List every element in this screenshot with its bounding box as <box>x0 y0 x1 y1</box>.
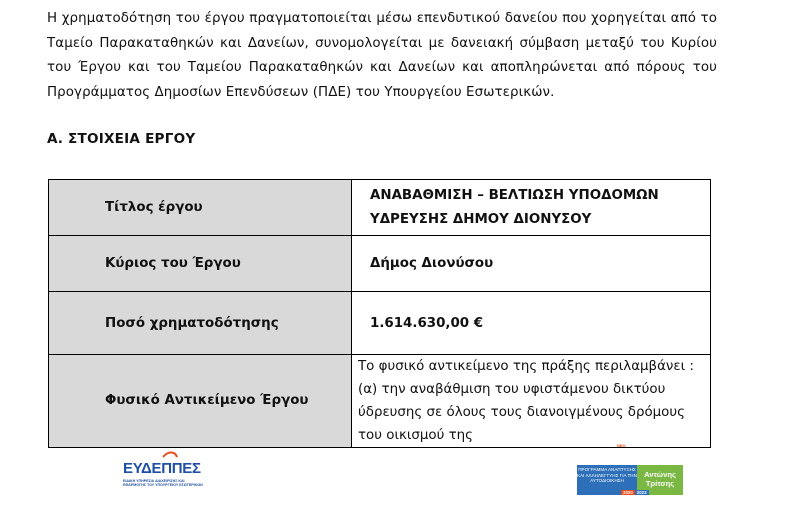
intro-paragraph: Η χρηματοδότηση του έργου πραγματοποιείται μέσω επενδυτικού δανείου που χορηγείται από το Ταμείο Παρακαταθηκών και Δανείων, συνομολογείται με δανειακή σύμβαση μεταξύ του Κυρίου του Έργου και του Ταμείου Παρακαταθηκών και Δανείων και αποπληρώνεται από πόρους του Προγράμματος Δημοσίων Επενδύσεων (ΠΔΕ) του Υπουργείου Εσωτερικών. <box>47 11 717 100</box>
logo-program-text: ΠΡΟΓΡΑΜΜΑ ΑΝΑΠΤΥΞΗΣ ΚΑΙ ΑΛΛΗΛΕΓΓΥΗΣ ΓΙΑ ΤΗΝ ΑΥΤΟΔΙΟΙΚΗΣΗ <box>577 465 637 495</box>
program-logo <box>577 443 685 503</box>
physical-object-value: Το φυσικό αντικείμενο της πράξης περιλαμβάνει : (α) την αναβάθμιση του υφιστάμενου δικτύου ύδρευσης σε όλους τους διανοιγμένους δρόμους του οικισμού της <box>358 359 694 443</box>
logo-new-label: ΝΕΟ <box>617 443 626 448</box>
row-label: Φυσικό Αντικείμενο Έργου <box>105 393 309 408</box>
year-end: 2023 <box>636 490 647 495</box>
table-row <box>49 292 711 355</box>
row-label: Κύριος του Έργου <box>49 236 352 292</box>
table-row <box>49 236 711 292</box>
eydepes-logo <box>113 451 206 501</box>
logo-program-name: Αντώνης Τρίτσης <box>637 465 683 495</box>
section-title: Α. ΣΤΟΙΧΕΙΑ ΕΡΓΟΥ <box>47 131 196 147</box>
row-label: Τίτλος έργου <box>49 180 352 236</box>
row-label: Ποσό χρηματοδότησης <box>49 292 352 355</box>
project-owner-value: Δήμος Διονύσου <box>352 236 711 292</box>
funding-amount-value: 1.614.630,00 € <box>352 292 711 355</box>
table-row <box>49 180 711 236</box>
table-row <box>49 355 711 448</box>
logo-years <box>621 490 649 495</box>
project-info-table <box>48 179 711 448</box>
logo-left-subtitle: ΕΙΔΙΚΗ ΥΠΗΡΕΣΙΑ ΔΙΑΧΕΙΡΙΣΗΣ ΚΑΙ ΕΦΑΡΜΟΓΗΣ ΤΟΥ ΥΠΟΥΡΓΕΙΟΥ ΕΣΩΤΕΡΙΚΩΝ <box>123 479 203 488</box>
project-title-value: ΑΝΑΒΑΘΜΙΣΗ – ΒΕΛΤΙΩΣΗ ΥΠΟΔΟΜΩΝ ΥΔΡΕΥΣΗΣ ΔΗΜΟΥ ΔΙΟΝΥΣΟΥ <box>370 187 659 227</box>
logo-left-word: ΕΥΔΕΠΠΕΣ <box>123 460 201 477</box>
year-start: 2020 <box>623 490 633 495</box>
